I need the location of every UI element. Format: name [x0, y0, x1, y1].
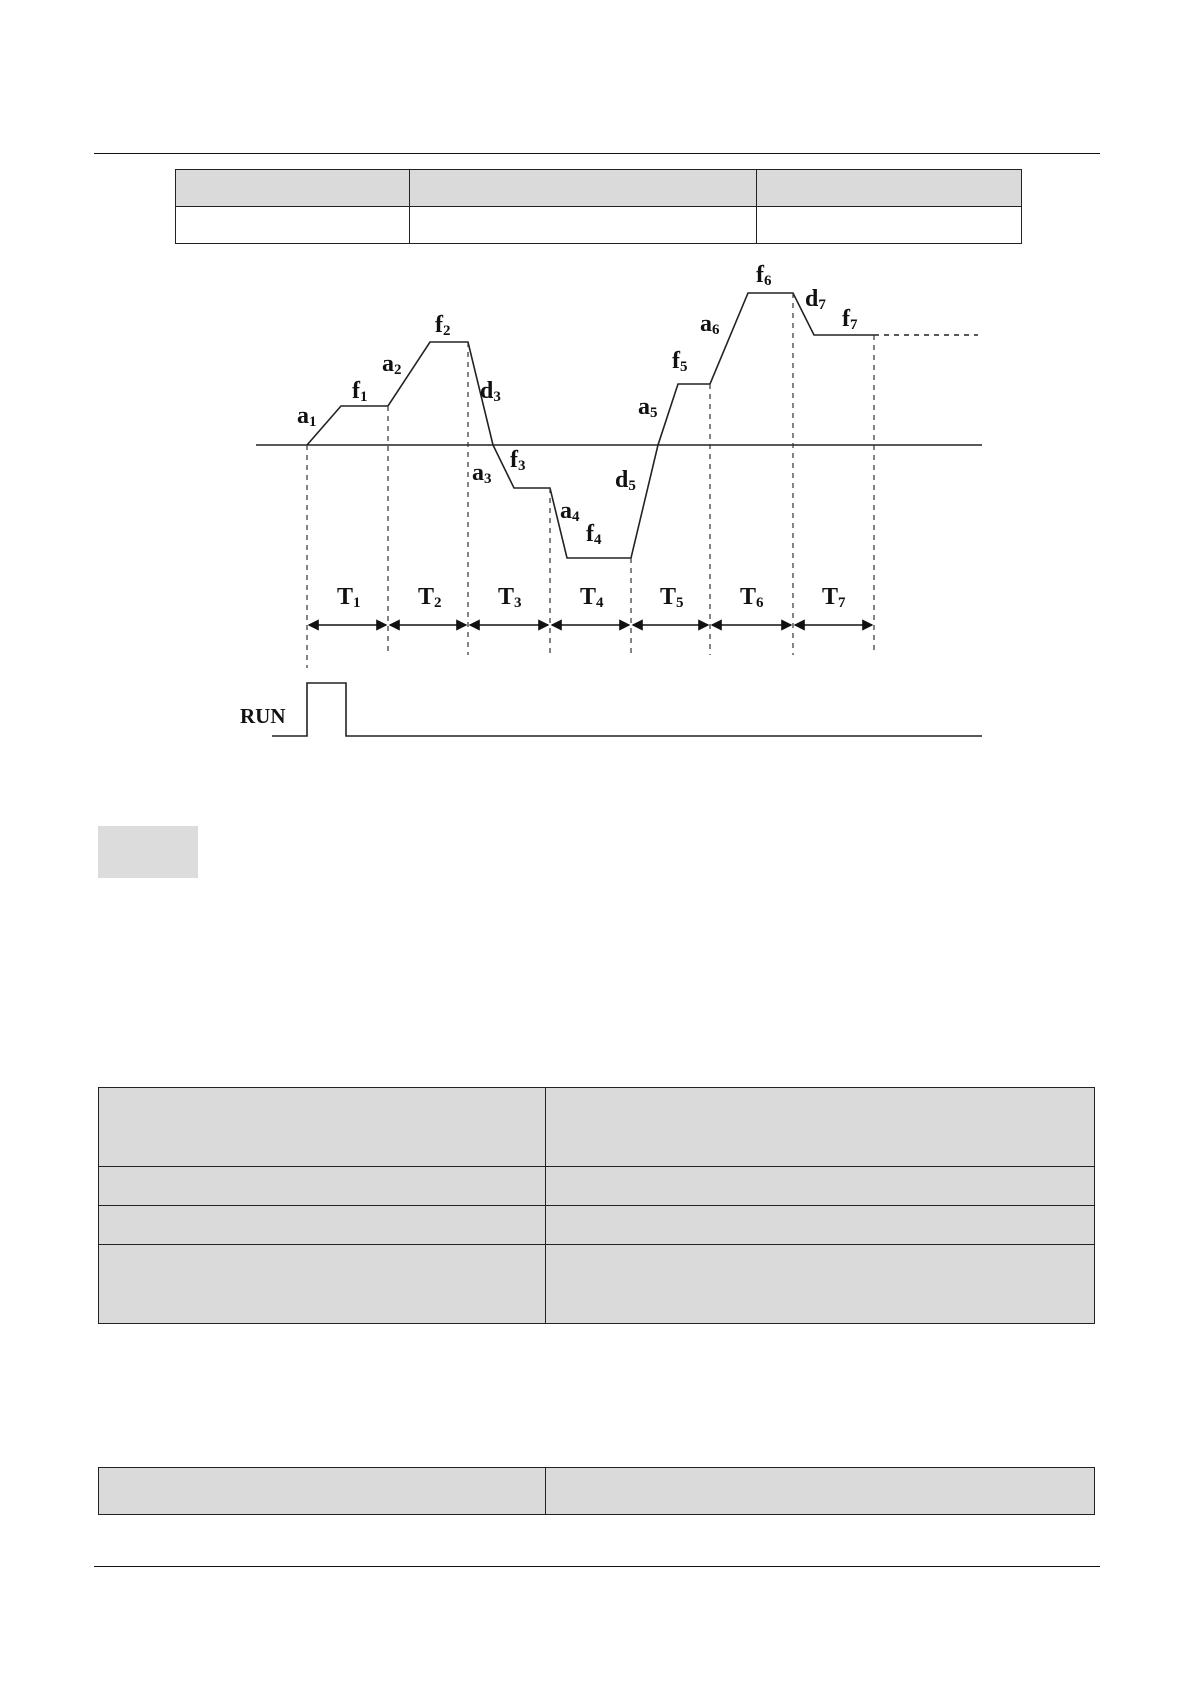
- period-label-t4: T4: [580, 584, 604, 611]
- table-row: [99, 1468, 1095, 1515]
- section-number-box: [98, 826, 198, 878]
- table-cell: [99, 1167, 546, 1206]
- frequency-profile-line: [307, 293, 874, 558]
- table-row: [99, 1167, 1095, 1206]
- table-cell: [99, 1468, 546, 1515]
- bottom-parameter-table: [98, 1467, 1095, 1515]
- table-cell: [99, 1088, 546, 1167]
- table-cell: [546, 1167, 1095, 1206]
- label-a4: a4: [560, 498, 580, 525]
- label-a3: a3: [472, 460, 492, 487]
- period-label-t6: T6: [740, 584, 764, 611]
- label-f1: f1: [352, 378, 368, 405]
- label-f6: f6: [756, 262, 772, 289]
- multi-speed-timing-diagram: [0, 0, 1190, 780]
- label-a5: a5: [638, 394, 658, 421]
- table-row: [99, 1088, 1095, 1167]
- label-a1: a1: [297, 403, 317, 430]
- label-f7: f7: [842, 306, 858, 333]
- label-d3: d3: [480, 378, 501, 405]
- label-f2: f2: [435, 312, 451, 339]
- label-d5: d5: [615, 467, 636, 494]
- label-f4: f4: [586, 521, 602, 548]
- middle-parameter-table: [98, 1087, 1095, 1324]
- label-d7: d7: [805, 286, 826, 313]
- period-label-t3: T3: [498, 584, 522, 611]
- table-cell: [99, 1206, 546, 1245]
- label-a2: a2: [382, 351, 402, 378]
- table-row: [99, 1206, 1095, 1245]
- table-cell: [99, 1245, 546, 1324]
- table-cell: [546, 1245, 1095, 1324]
- label-a6: a6: [700, 311, 720, 338]
- period-label-t1: T1: [337, 584, 361, 611]
- run-signal-label: RUN: [240, 704, 286, 728]
- footer-rule: [94, 1566, 1100, 1567]
- table-cell: [546, 1468, 1095, 1515]
- label-f5: f5: [672, 348, 688, 375]
- label-f3: f3: [510, 447, 526, 474]
- run-signal-line: [272, 683, 982, 736]
- period-label-t7: T7: [822, 584, 846, 611]
- table-row: [99, 1245, 1095, 1324]
- period-label-t2: T2: [418, 584, 442, 611]
- period-label-t5: T5: [660, 584, 684, 611]
- table-cell: [546, 1206, 1095, 1245]
- table-cell: [546, 1088, 1095, 1167]
